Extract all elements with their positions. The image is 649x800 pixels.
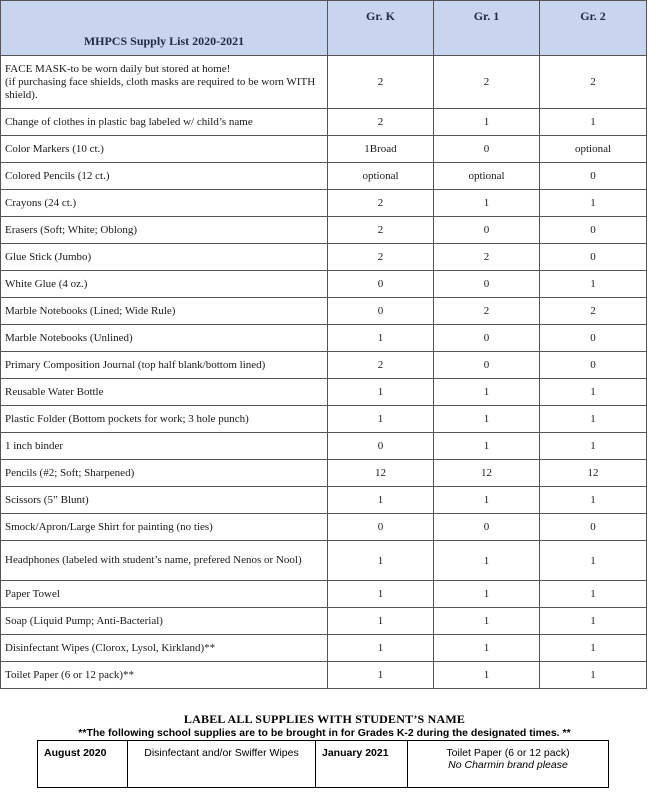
supply-item-name: 1 inch binder: [1, 433, 328, 460]
label-notice: LABEL ALL SUPPLIES WITH STUDENT’S NAME: [183, 712, 466, 726]
qty-grade-k: 1: [328, 406, 434, 433]
qty-grade-k: 2: [328, 217, 434, 244]
qty-grade-k: 2: [328, 244, 434, 271]
footer: [0, 712, 649, 740]
qty-grade-1: 12: [434, 460, 540, 487]
qty-grade-2: 1: [540, 379, 647, 406]
qty-grade-k: 0: [328, 433, 434, 460]
qty-grade-1: 1: [434, 487, 540, 514]
table-row: [1, 433, 647, 460]
supply-item-name: Color Markers (10 ct.): [1, 136, 328, 163]
qty-grade-1: optional: [434, 163, 540, 190]
table-row: [1, 244, 647, 271]
supply-item-name: Glue Stick (Jumbo): [1, 244, 328, 271]
qty-grade-2: 1: [540, 109, 647, 136]
qty-grade-2: 0: [540, 514, 647, 541]
supply-item-name: Toilet Paper (6 or 12 pack)**: [1, 662, 328, 689]
supply-item-name: Pencils (#2; Soft; Sharpened): [1, 460, 328, 487]
qty-grade-k: 2: [328, 352, 434, 379]
supply-schedule-table: [37, 740, 609, 788]
qty-grade-1: 0: [434, 352, 540, 379]
header-row: [1, 1, 647, 56]
table-row: [1, 541, 647, 581]
table-row: [1, 379, 647, 406]
supply-item-name: Soap (Liquid Pump; Anti-Bacterial): [1, 608, 328, 635]
table-row: [1, 325, 647, 352]
supply-item-name: Reusable Water Bottle: [1, 379, 328, 406]
schedule-item-wipes: Disinfectant and/or Swiffer Wipes: [128, 741, 316, 788]
table-row: [1, 406, 647, 433]
table-row: [1, 352, 647, 379]
table-row: [1, 136, 647, 163]
qty-grade-k: 1: [328, 379, 434, 406]
supply-item-name: Plastic Folder (Bottom pockets for work; 3 hole punch): [1, 406, 328, 433]
qty-grade-1: 0: [434, 271, 540, 298]
schedule-month-january: January 2021: [316, 741, 408, 788]
table-row: [1, 581, 647, 608]
supply-item-name: Erasers (Soft; White; Oblong): [1, 217, 328, 244]
supply-item-name: Marble Notebooks (Lined; Wide Rule): [1, 298, 328, 325]
qty-grade-1: 2: [434, 298, 540, 325]
qty-grade-2: 0: [540, 163, 647, 190]
schedule-item-toilet-paper: [408, 741, 609, 788]
supply-item-name: Paper Towel: [1, 581, 328, 608]
table-title: MHPCS Supply List 2020-2021: [1, 1, 328, 56]
supply-item-name: Colored Pencils (12 ct.): [1, 163, 328, 190]
qty-grade-2: 0: [540, 217, 647, 244]
qty-grade-k: 0: [328, 514, 434, 541]
qty-grade-1: 0: [434, 217, 540, 244]
table-row: [1, 608, 647, 635]
qty-grade-k: 1: [328, 662, 434, 689]
table-row: [1, 487, 647, 514]
qty-grade-1: 1: [434, 190, 540, 217]
qty-grade-1: 2: [434, 56, 540, 109]
schedule-month-august: August 2020: [38, 741, 128, 788]
qty-grade-2: 1: [540, 581, 647, 608]
qty-grade-k: 1: [328, 325, 434, 352]
supply-item-name: Primary Composition Journal (top half blank/bottom lined): [1, 352, 328, 379]
qty-grade-2: 0: [540, 244, 647, 271]
qty-grade-k: 12: [328, 460, 434, 487]
qty-grade-k: 0: [328, 298, 434, 325]
qty-grade-k: optional: [328, 163, 434, 190]
qty-grade-2: 0: [540, 352, 647, 379]
table-row: [1, 514, 647, 541]
grade-1-header: Gr. 1: [434, 1, 540, 56]
supply-item-name: Change of clothes in plastic bag labeled w/ child’s name: [1, 109, 328, 136]
qty-grade-k: 2: [328, 109, 434, 136]
qty-grade-2: 1: [540, 406, 647, 433]
qty-grade-k: 1: [328, 608, 434, 635]
supply-item-name: Crayons (24 ct.): [1, 190, 328, 217]
qty-grade-k: 1: [328, 581, 434, 608]
table-row: [1, 662, 647, 689]
qty-grade-2: 1: [540, 190, 647, 217]
qty-grade-1: 2: [434, 244, 540, 271]
supply-item-name: Headphones (labeled with student’s name, prefered Nenos or Nool): [1, 541, 328, 581]
qty-grade-1: 1: [434, 581, 540, 608]
qty-grade-1: 1: [434, 433, 540, 460]
supply-item-name: White Glue (4 oz.): [1, 271, 328, 298]
schedule-item-toilet-paper-label: Toilet Paper (6 or 12 pack): [446, 747, 570, 759]
supply-schedule-note: **The following school supplies are to be brought in for Grades K-2 during the designated times. **: [78, 727, 571, 739]
qty-grade-k: 2: [328, 56, 434, 109]
qty-grade-1: 0: [434, 514, 540, 541]
qty-grade-1: 1: [434, 662, 540, 689]
supply-item-name: Disinfectant Wipes (Clorox, Lysol, Kirkland)**: [1, 635, 328, 662]
table-row: [1, 298, 647, 325]
qty-grade-2: 2: [540, 298, 647, 325]
table-row: [1, 635, 647, 662]
qty-grade-2: 1: [540, 635, 647, 662]
qty-grade-2: 12: [540, 460, 647, 487]
table-row: [1, 56, 647, 109]
table-row: [1, 163, 647, 190]
qty-grade-1: 1: [434, 109, 540, 136]
schedule-row: [38, 741, 609, 788]
qty-grade-1: 0: [434, 325, 540, 352]
qty-grade-1: 1: [434, 406, 540, 433]
qty-grade-2: 0: [540, 325, 647, 352]
qty-grade-2: 1: [540, 487, 647, 514]
table-row: [1, 460, 647, 487]
qty-grade-1: 1: [434, 379, 540, 406]
qty-grade-2: 1: [540, 271, 647, 298]
qty-grade-k: 1: [328, 541, 434, 581]
qty-grade-2: 1: [540, 433, 647, 460]
grade-2-header: Gr. 2: [540, 1, 647, 56]
qty-grade-2: 1: [540, 541, 647, 581]
qty-grade-1: 0: [434, 136, 540, 163]
qty-grade-k: 1: [328, 635, 434, 662]
qty-grade-k: 2: [328, 190, 434, 217]
table-row: [1, 109, 647, 136]
grade-k-header: Gr. K: [328, 1, 434, 56]
table-row: [1, 271, 647, 298]
qty-grade-k: 1: [328, 487, 434, 514]
qty-grade-1: 1: [434, 608, 540, 635]
supply-item-name: Smock/Apron/Large Shirt for painting (no ties): [1, 514, 328, 541]
supply-item-name: FACE MASK-to be worn daily but stored at home! (if purchasing face shields, cloth masks are required to be worn WITH shield).: [1, 56, 328, 109]
schedule-item-brand-note: No Charmin brand please: [448, 759, 568, 771]
qty-grade-2: 1: [540, 608, 647, 635]
qty-grade-k: 1Broad: [328, 136, 434, 163]
qty-grade-2: 1: [540, 662, 647, 689]
qty-grade-k: 0: [328, 271, 434, 298]
table-row: [1, 190, 647, 217]
qty-grade-2: 2: [540, 56, 647, 109]
qty-grade-1: 1: [434, 541, 540, 581]
table-row: [1, 217, 647, 244]
supply-item-name: Marble Notebooks (Unlined): [1, 325, 328, 352]
qty-grade-1: 1: [434, 635, 540, 662]
supply-item-name: Scissors (5” Blunt): [1, 487, 328, 514]
qty-grade-2: optional: [540, 136, 647, 163]
